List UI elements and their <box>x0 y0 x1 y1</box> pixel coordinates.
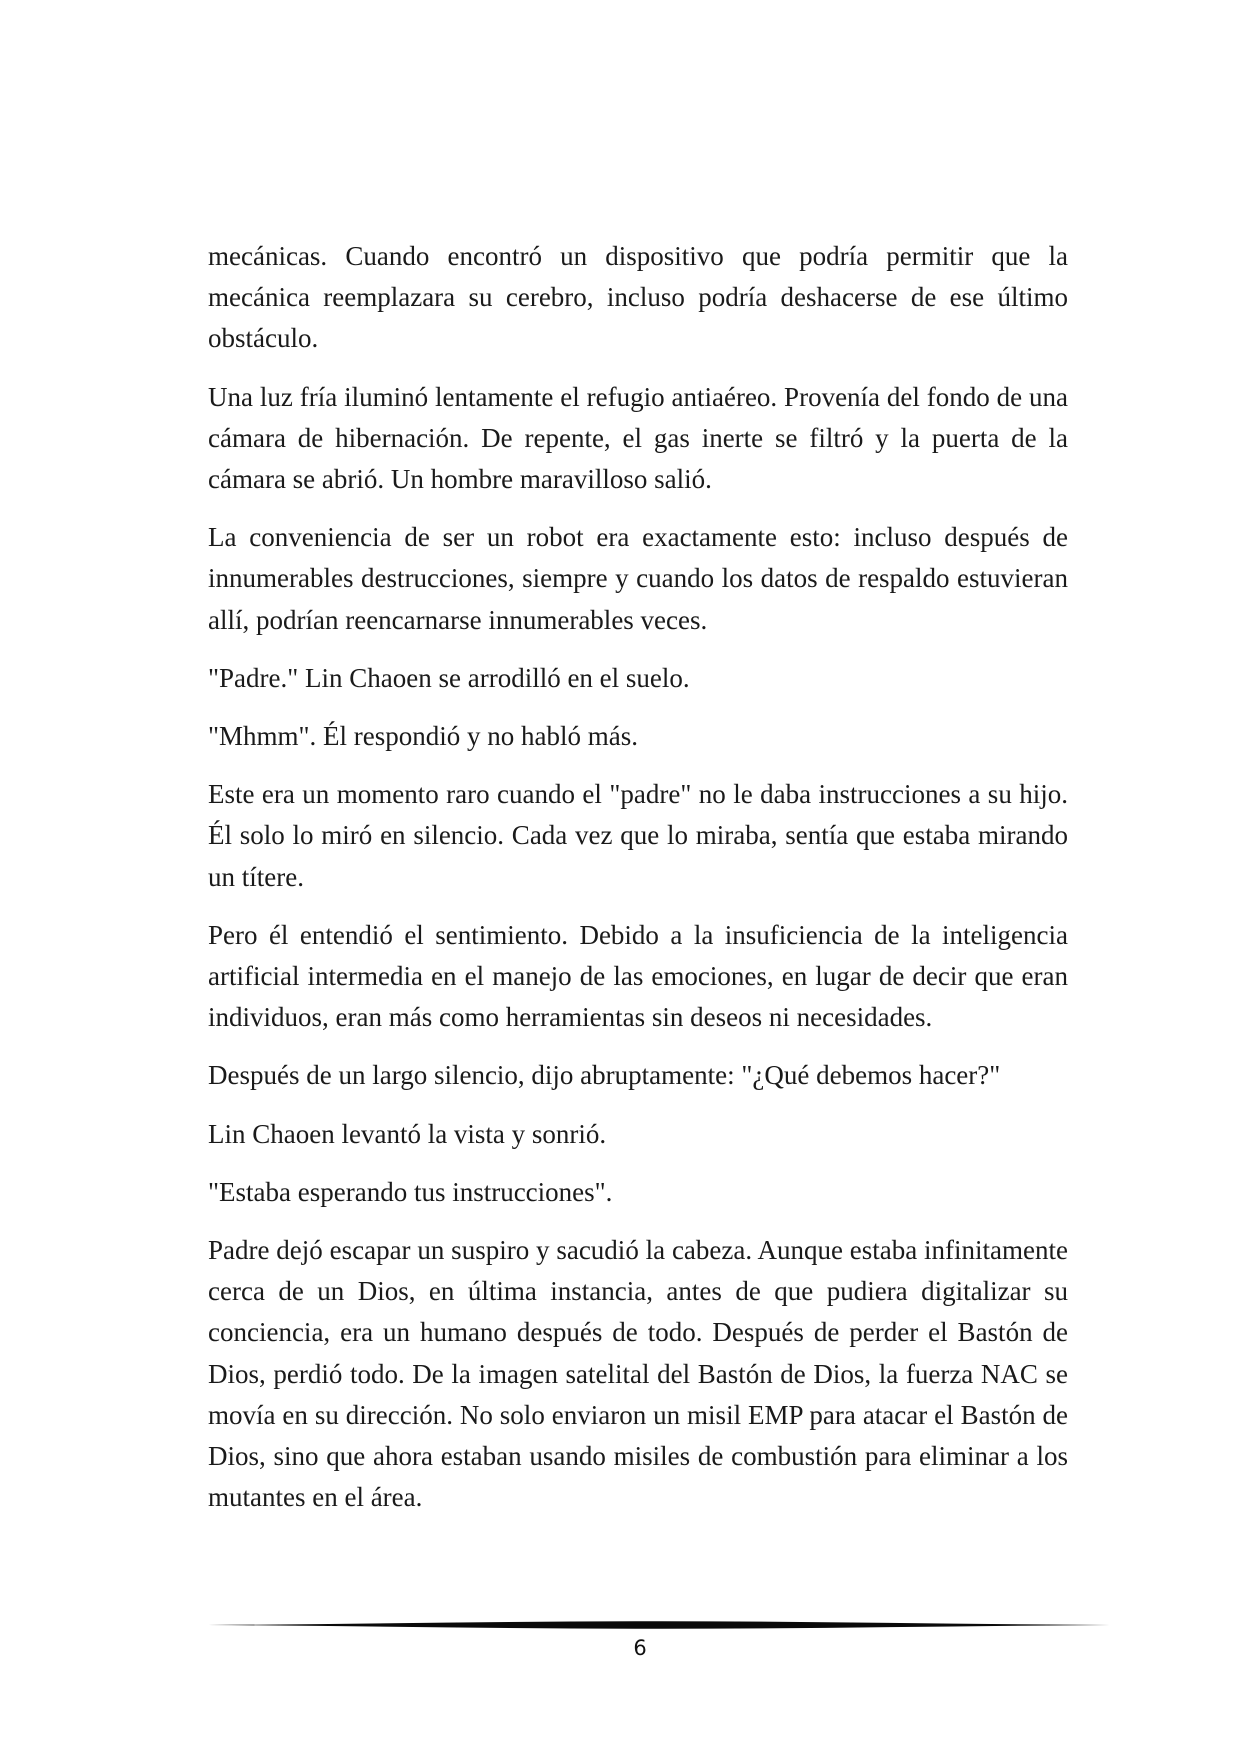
paragraph-3: La conveniencia de ser un robot era exactamente esto: incluso después de innumerables destrucciones, siempre y cuando los datos de respaldo estuvieran allí, podrían reencarnarse innumerables veces. <box>208 522 1068 635</box>
body-text <box>208 236 1068 1535</box>
footer-divider <box>208 1620 1110 1630</box>
paragraph-4: "Padre." Lin Chaoen se arrodilló en el suelo. <box>208 662 690 693</box>
paragraph-10: "Estaba esperando tus instrucciones". <box>208 1176 613 1207</box>
paragraph-2: Una luz fría iluminó lentamente el refugio antiaéreo. Provenía del fondo de una cámara de hibernación. De repente, el gas inerte se filtró y la puerta de la cámara se abrió. Un hombre maravilloso salió. <box>208 381 1068 495</box>
paragraph-9: Lin Chaoen levantó la vista y sonrió. <box>208 1118 607 1149</box>
page-number: 6 <box>633 1636 647 1660</box>
paragraph-1: mecánicas. Cuando encontró un dispositivo que podría permitir que la mecánica reemplazara su cerebro, incluso podría deshacerse de ese último obstáculo. <box>208 241 1068 354</box>
paragraph-11: Padre dejó escapar un suspiro y sacudió la cabeza. Aunque estaba infinitamente cerca de un Dios, en última instancia, antes de que pudiera digitalizar su conciencia, era un humano después de todo. Después de perder el Bastón de Dios, perdió todo. De la imagen satelital del Bastón de Dios, la fuerza NAC se movía en su dirección. No solo enviaron un misil EMP para atacar el Bastón de Dios, sino que ahora estaban usando misiles de combustión para eliminar a los mutantes en el área. <box>208 1235 1068 1513</box>
paragraph-7: Pero él entendió el sentimiento. Debido a la insuficiencia de la inteligencia artificial intermedia en el manejo de las emociones, en lugar de decir que eran individuos, eran más como herramientas sin deseos ni necesidades. <box>208 919 1068 1033</box>
paragraph-8: Después de un largo silencio, dijo abruptamente: "¿Qué debemos hacer?" <box>208 1060 1001 1091</box>
paragraph-5: "Mhmm". Él respondió y no habló más. <box>208 721 639 752</box>
paragraph-6: Este era un momento raro cuando el "padre" no le daba instrucciones a su hijo. Él solo lo miró en silencio. Cada vez que lo miraba, sentía que estaba mirando un títere. <box>208 779 1068 892</box>
